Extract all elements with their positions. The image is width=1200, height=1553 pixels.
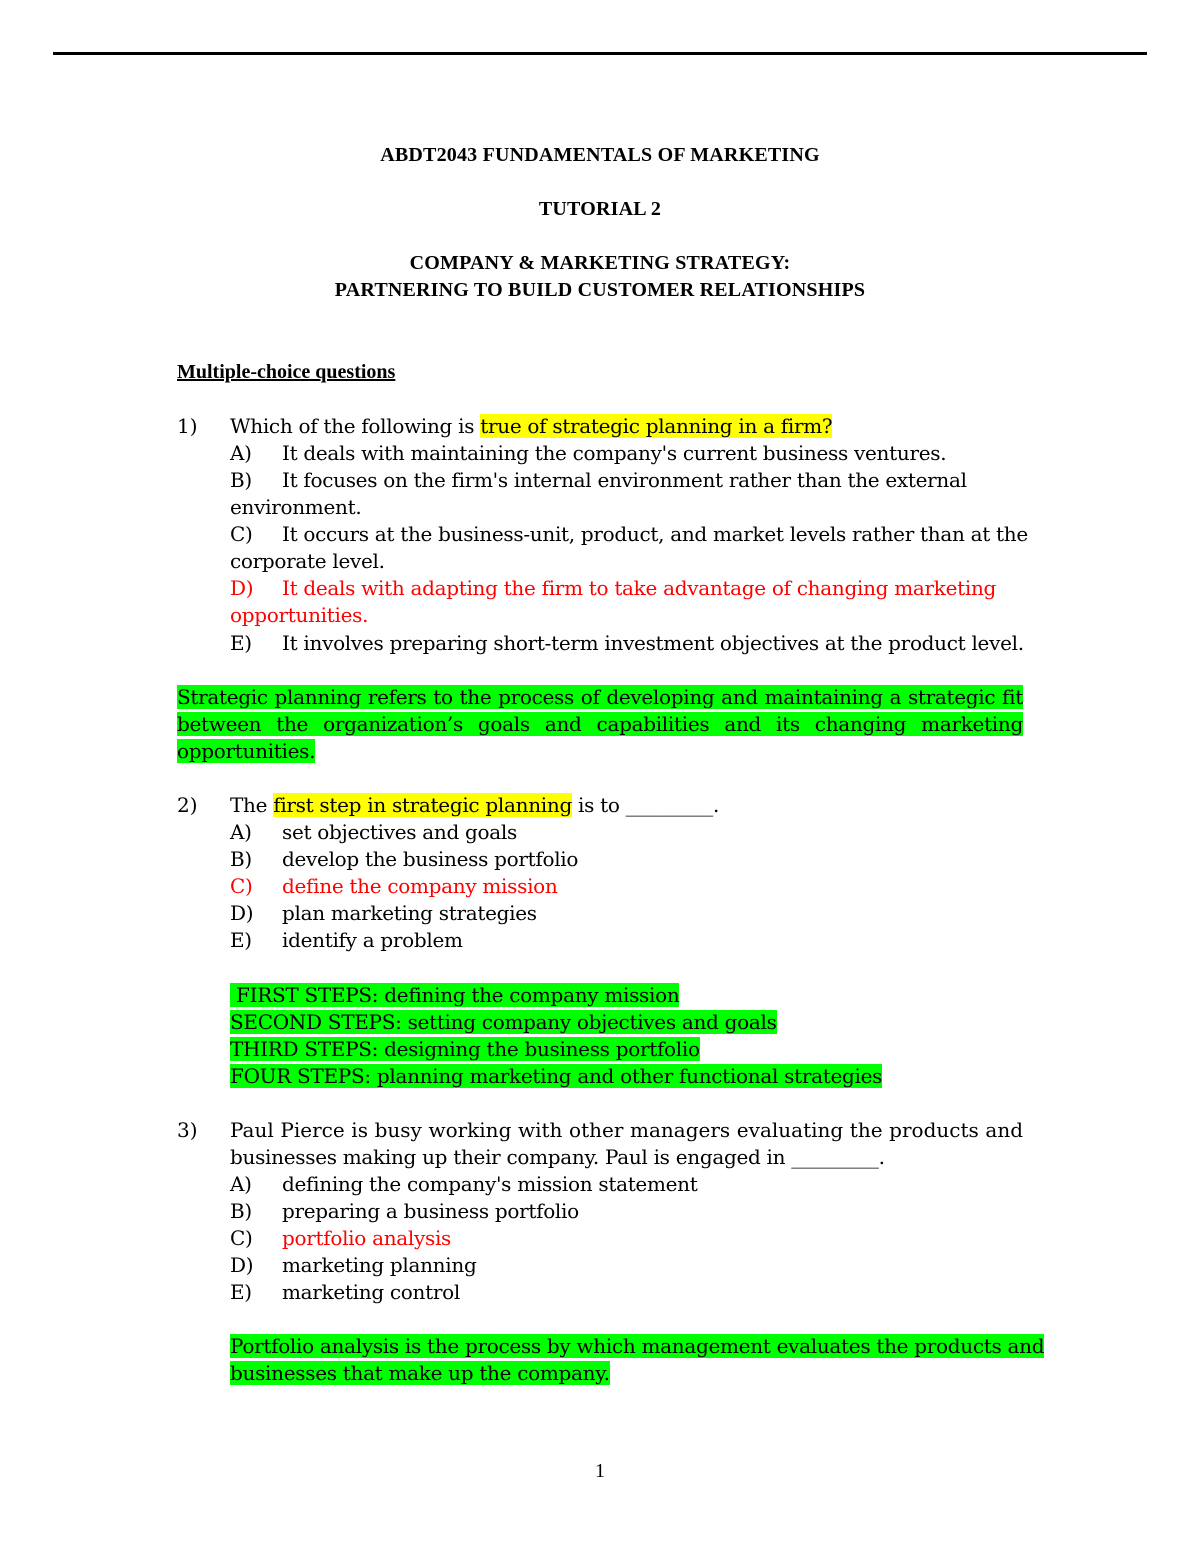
step-text: FOUR STEPS: planning marketing and other functional strategies <box>230 1064 883 1088</box>
q1-option-b-cont: environment. <box>230 495 362 519</box>
q1-stem <box>230 413 832 440</box>
option-letter: E) <box>230 928 252 952</box>
option-letter: A) <box>230 441 252 465</box>
option-text: It involves preparing short-term investment objectives at the product level. <box>282 631 1024 655</box>
q2-option-c-answer <box>230 873 558 900</box>
q1-option-c-cont: corporate level. <box>230 549 385 573</box>
topic-line-2: PARTNERING TO BUILD CUSTOMER RELATIONSHIPS <box>334 279 866 301</box>
option-text: defining the company's mission statement <box>282 1172 698 1196</box>
page-number: 1 <box>595 1460 605 1482</box>
step-text: SECOND STEPS: setting company objectives and goals <box>230 1010 777 1034</box>
option-text: identify a problem <box>282 928 463 952</box>
q1-option-d-cont: opportunities. <box>230 603 369 627</box>
q3-option-b <box>230 1198 579 1225</box>
option-text: It deals with adapting the firm to take advantage of changing marketing <box>282 576 997 600</box>
option-text: define the company mission <box>282 874 558 898</box>
q2-step-1 <box>230 982 679 1009</box>
q1-explanation <box>177 684 1023 765</box>
q2-stem-highlight: first step in strategic planning <box>273 793 572 817</box>
q1-stem-text: Which of the following is <box>230 414 481 438</box>
option-letter: B) <box>230 1199 252 1223</box>
step-text: THIRD STEPS: designing the business portfolio <box>230 1037 700 1061</box>
explanation-text: Portfolio analysis is the process by which management evaluates the products and <box>230 1334 1045 1358</box>
q2-step-2 <box>230 1009 777 1036</box>
option-text: marketing control <box>282 1280 460 1304</box>
option-text: preparing a business portfolio <box>282 1199 579 1223</box>
q1-number: 1) <box>177 414 198 438</box>
q1-stem-highlight: true of strategic planning in a firm? <box>480 414 833 438</box>
option-letter: A) <box>230 1172 252 1196</box>
option-text: It deals with maintaining the company's current business ventures. <box>282 441 947 465</box>
option-letter: B) <box>230 468 252 492</box>
q3-stem-line-2: businesses making up their company. Paul is engaged in _________. <box>230 1145 885 1169</box>
option-letter: C) <box>230 522 253 546</box>
tutorial-title: TUTORIAL 2 <box>538 198 662 220</box>
option-letter: D) <box>230 576 254 600</box>
q2-stem <box>230 792 719 819</box>
option-letter: E) <box>230 1280 252 1304</box>
q3-option-e <box>230 1279 460 1306</box>
q1-option-d-answer <box>230 575 996 602</box>
option-text-answer: portfolio analysis <box>282 1226 452 1250</box>
option-text: plan marketing strategies <box>282 901 537 925</box>
q2-stem-end: is to _________. <box>571 793 720 817</box>
q1-option-a <box>230 440 946 467</box>
option-text: It focuses on the firm's internal environment rather than the external <box>282 468 967 492</box>
q3-explanation-line-1 <box>230 1333 1044 1360</box>
q3-option-a <box>230 1171 697 1198</box>
option-text: It occurs at the business-unit, product, and market levels rather than at the <box>282 522 1028 546</box>
header-rule <box>53 52 1147 55</box>
q1-explanation-text: Strategic planning refers to the process of developing and maintaining a strategic fit between the organization’s goals and capabilities and its changing marketing opportunities. <box>177 685 1023 763</box>
q2-option-a <box>230 819 517 846</box>
q3-option-d <box>230 1252 476 1279</box>
q2-option-b <box>230 846 578 873</box>
course-title: ABDT2043 FUNDAMENTALS OF MARKETING <box>380 144 820 166</box>
q2-option-e <box>230 927 463 954</box>
q2-stem-text: The <box>230 793 274 817</box>
q2-option-d <box>230 900 537 927</box>
q3-number: 3) <box>177 1118 198 1142</box>
q1-option-e <box>230 630 1024 657</box>
q3-option-c <box>230 1225 451 1252</box>
option-text: set objectives and goals <box>282 820 517 844</box>
option-letter: C) <box>230 874 253 898</box>
q2-step-3 <box>230 1036 700 1063</box>
q1-option-c <box>230 521 1028 548</box>
explanation-text: businesses that make up the company. <box>230 1361 610 1385</box>
option-letter: D) <box>230 901 254 925</box>
option-text: develop the business portfolio <box>282 847 579 871</box>
q3-stem-line-1: Paul Pierce is busy working with other managers evaluating the products and <box>230 1118 1023 1142</box>
option-letter: E) <box>230 631 252 655</box>
option-letter: D) <box>230 1253 254 1277</box>
step-text: FIRST STEPS: defining the company mission <box>230 983 680 1007</box>
q2-step-4 <box>230 1063 882 1090</box>
option-letter: B) <box>230 847 252 871</box>
topic-line-1: COMPANY & MARKETING STRATEGY: <box>409 252 791 274</box>
q2-number: 2) <box>177 793 198 817</box>
option-text: marketing planning <box>282 1253 477 1277</box>
q1-option-b <box>230 467 967 494</box>
section-title: Multiple-choice questions <box>177 361 396 383</box>
q3-explanation-line-2 <box>230 1360 610 1387</box>
option-letter: C) <box>230 1226 253 1250</box>
option-letter: A) <box>230 820 252 844</box>
